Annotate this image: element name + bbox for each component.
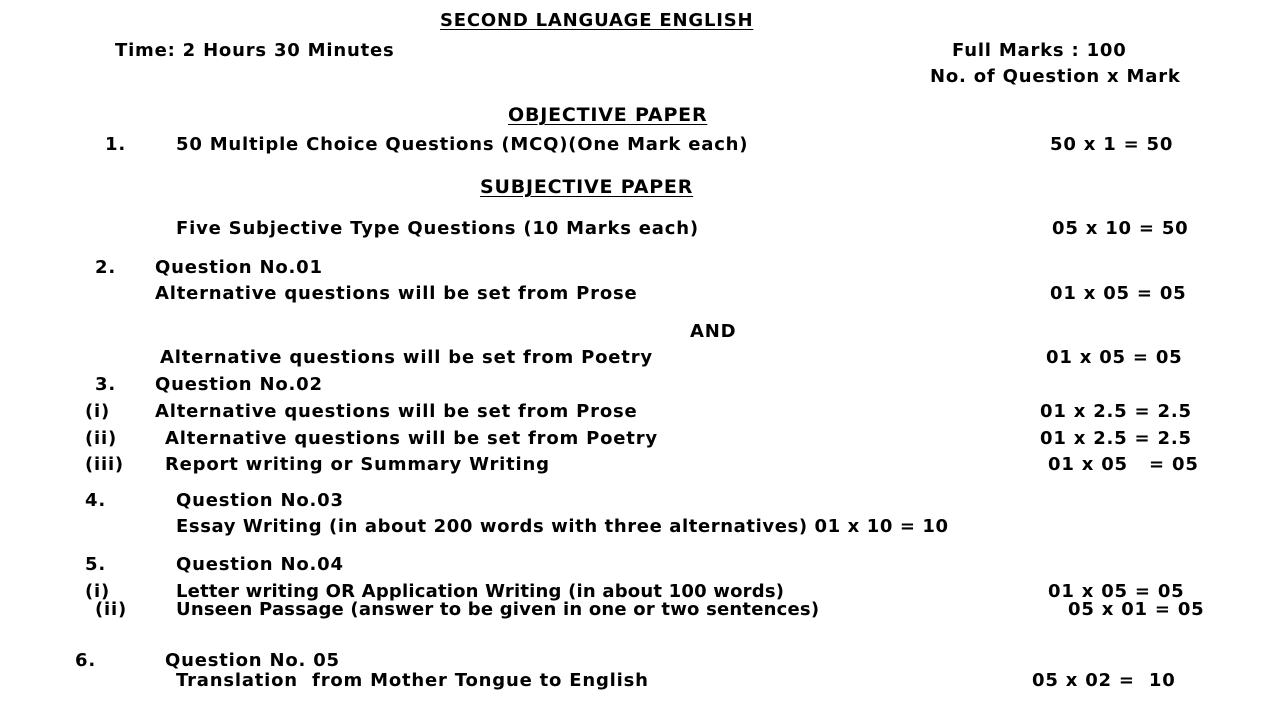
question-02-item-iii: Report writing or Summary Writing: [165, 454, 550, 475]
item-number-3: 3.: [95, 374, 116, 395]
question-05-translation: Translation from Mother Tongue to English: [176, 670, 649, 691]
question-02-title: Question No.02: [155, 374, 323, 395]
question-02-item-ii-marks: 01 x 2.5 = 2.5: [1040, 428, 1192, 449]
mcq-marks: 50 x 1 = 50: [1050, 134, 1174, 155]
question-02-item-i-marks: 01 x 2.5 = 2.5: [1040, 401, 1192, 422]
marks-column-label: No. of Question x Mark: [930, 66, 1181, 87]
mcq-description: 50 Multiple Choice Questions (MCQ)(One Mark each): [176, 134, 749, 155]
question-04-roman-ii: (ii): [95, 599, 127, 620]
question-02-item-iii-marks: 01 x 05 = 05: [1048, 454, 1199, 475]
item-number-6: 6.: [75, 650, 96, 671]
question-04-roman-i: (i): [85, 581, 111, 602]
question-03-title: Question No.03: [176, 490, 344, 511]
subjective-marks: 05 x 10 = 50: [1052, 218, 1189, 239]
question-02-roman-ii: (ii): [85, 428, 117, 449]
question-03-essay: Essay Writing (in about 200 words with three alternatives) 01 x 10 = 10: [176, 516, 949, 537]
question-02-roman-i: (i): [85, 401, 111, 422]
question-01-poetry: Alternative questions will be set from Poetry: [160, 347, 653, 368]
question-02-item-ii: Alternative questions will be set from Poetry: [165, 428, 658, 449]
question-04-item-ii-marks: 05 x 01 = 05: [1068, 599, 1205, 620]
question-04-item-i-marks: 01 x 05 = 05: [1048, 581, 1185, 602]
question-01-title: Question No.01: [155, 257, 323, 278]
page-title: SECOND LANGUAGE ENGLISH: [440, 10, 754, 31]
subjective-heading: SUBJECTIVE PAPER: [480, 176, 694, 198]
item-number-5: 5.: [85, 554, 106, 575]
item-number-4: 4.: [85, 490, 106, 511]
item-number-1: 1.: [105, 134, 126, 155]
question-02-roman-iii: (iii): [85, 454, 124, 475]
question-04-item-ii: Unseen Passage (answer to be given in one or two sentences): [176, 599, 820, 620]
question-01-prose: Alternative questions will be set from Prose: [155, 283, 638, 304]
question-05-title: Question No. 05: [165, 650, 340, 671]
question-01-prose-marks: 01 x 05 = 05: [1050, 283, 1187, 304]
and-connector: AND: [690, 321, 737, 342]
question-02-item-i: Alternative questions will be set from Prose: [155, 401, 638, 422]
objective-heading: OBJECTIVE PAPER: [508, 104, 708, 126]
full-marks: Full Marks : 100: [952, 40, 1127, 61]
time-allowed: Time: 2 Hours 30 Minutes: [115, 40, 395, 61]
question-04-item-i: Letter writing OR Application Writing (in about 100 words): [176, 581, 785, 602]
subjective-description: Five Subjective Type Questions (10 Marks each): [176, 218, 699, 239]
item-number-2: 2.: [95, 257, 116, 278]
question-04-title: Question No.04: [176, 554, 344, 575]
question-05-marks: 05 x 02 = 10: [1032, 670, 1176, 691]
question-01-poetry-marks: 01 x 05 = 05: [1046, 347, 1183, 368]
